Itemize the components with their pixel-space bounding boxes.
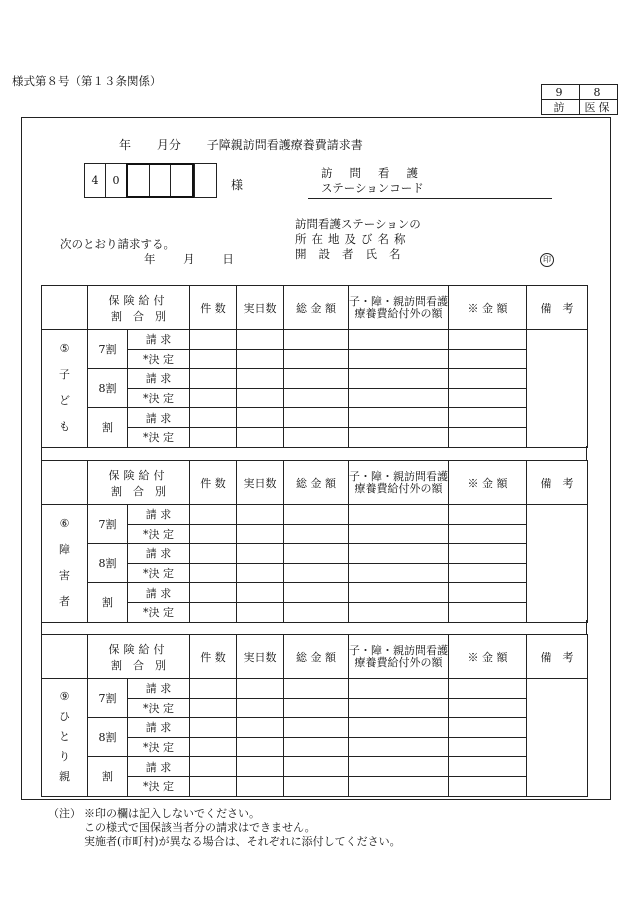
other-amount-input[interactable] [349, 388, 449, 408]
amount-input[interactable] [449, 330, 527, 350]
count-input[interactable] [190, 369, 237, 389]
claim-row-label: 請 求 [128, 718, 190, 738]
days-input[interactable] [237, 544, 284, 564]
title-month: 月分 [156, 138, 181, 152]
station-code-field[interactable] [308, 198, 552, 199]
days-input[interactable] [237, 698, 284, 718]
section-label [42, 505, 88, 623]
header-blank [42, 286, 88, 330]
other-amount-input[interactable] [349, 563, 449, 583]
decision-row-label: *決 定 [128, 524, 190, 544]
ratio-label: 8割 [88, 544, 128, 583]
header-category [88, 286, 190, 330]
section-label-char: り [59, 750, 70, 764]
header-count: 件 数 [190, 286, 237, 330]
header-remarks: 備 考 [527, 461, 588, 505]
amount-input[interactable] [449, 427, 527, 447]
code-box-cell: 訪 [542, 100, 580, 115]
header-other-line: 子・障・親訪問看護 [349, 294, 448, 308]
section-label-char: 害 [59, 569, 70, 583]
days-input[interactable] [237, 349, 284, 369]
section-mark: ⑤ [59, 342, 70, 356]
header-category [88, 635, 190, 679]
count-input[interactable] [190, 330, 237, 350]
total-input[interactable] [284, 330, 349, 350]
section-label-char: も [59, 420, 70, 434]
notes-label: （注） [48, 807, 81, 820]
other-amount-input[interactable] [349, 427, 449, 447]
amount-input[interactable] [449, 369, 527, 389]
header-amount: ※ 金 額 [449, 286, 527, 330]
date-month: 月 [183, 252, 195, 266]
ratio-label: 8割 [88, 369, 128, 408]
total-input[interactable] [284, 583, 349, 603]
decision-row-label: *決 定 [128, 737, 190, 757]
amount-input[interactable] [449, 583, 527, 603]
ratio-label: 割 [88, 757, 128, 796]
days-input[interactable] [237, 563, 284, 583]
header-category [88, 461, 190, 505]
decision-row-label: *決 定 [128, 563, 190, 583]
days-input[interactable] [237, 408, 284, 428]
section-label-char: 障 [59, 543, 70, 557]
days-input[interactable] [237, 330, 284, 350]
claim-row-label: 請 求 [128, 679, 190, 699]
ratio-label: 7割 [88, 330, 128, 369]
days-input[interactable] [237, 718, 284, 738]
claim-table [41, 634, 588, 797]
amount-input[interactable] [449, 563, 527, 583]
other-amount-input[interactable] [349, 757, 449, 777]
ratio-label: 割 [88, 408, 128, 447]
amount-input[interactable] [449, 737, 527, 757]
section-mark: ⑥ [59, 517, 70, 531]
total-input[interactable] [284, 757, 349, 777]
header-remarks: 備 考 [527, 286, 588, 330]
total-input[interactable] [284, 679, 349, 699]
other-amount-input[interactable] [349, 408, 449, 428]
header-days: 実日数 [237, 635, 284, 679]
header-other [349, 635, 449, 679]
total-input[interactable] [284, 776, 349, 796]
count-input[interactable] [190, 505, 237, 525]
total-input[interactable] [284, 427, 349, 447]
other-amount-input[interactable] [349, 524, 449, 544]
section-label-char: ど [59, 394, 70, 408]
total-input[interactable] [284, 388, 349, 408]
claim-table [41, 460, 588, 623]
address-label-line: 訪問看護ステーションの [295, 217, 421, 231]
days-input[interactable] [237, 679, 284, 699]
request-date [144, 251, 234, 267]
other-amount-input[interactable] [349, 544, 449, 564]
total-input[interactable] [284, 718, 349, 738]
section-label [42, 330, 88, 448]
count-input[interactable] [190, 427, 237, 447]
header-total: 総 金 額 [284, 286, 349, 330]
address-label-line: 所在地及び名称 [295, 232, 411, 246]
claim-row-label: 請 求 [128, 505, 190, 525]
amount-input[interactable] [449, 698, 527, 718]
insurer-digit: 4 [85, 164, 106, 197]
other-amount-input[interactable] [349, 718, 449, 738]
ratio-label: 7割 [88, 505, 128, 544]
total-input[interactable] [284, 408, 349, 428]
count-input[interactable] [190, 563, 237, 583]
other-amount-input[interactable] [349, 679, 449, 699]
header-category-line: 保険給付 [108, 468, 169, 482]
count-input[interactable] [190, 349, 237, 369]
title-name: 子障親訪問看護療養費請求書 [206, 138, 363, 152]
header-blank [42, 635, 88, 679]
note-line: この様式で国保該当者分の請求はできません。 [84, 821, 316, 834]
amount-input[interactable] [449, 524, 527, 544]
station-address-labels [295, 217, 421, 262]
claim-row-label: 請 求 [128, 408, 190, 428]
header-days: 実日数 [237, 286, 284, 330]
request-text: 次のとおり請求する。 [60, 237, 175, 251]
other-amount-input[interactable] [349, 698, 449, 718]
amount-input[interactable] [449, 544, 527, 564]
remarks-input[interactable] [527, 330, 588, 448]
days-input[interactable] [237, 388, 284, 408]
ratio-label: 7割 [88, 679, 128, 718]
header-other-line: 療養費給付外の額 [354, 306, 443, 320]
header-count: 件 数 [190, 635, 237, 679]
section-mark: ⑨ [59, 690, 70, 704]
decision-row-label: *決 定 [128, 349, 190, 369]
header-days: 実日数 [237, 461, 284, 505]
header-count: 件 数 [190, 461, 237, 505]
code-box [541, 84, 618, 115]
count-input[interactable] [190, 583, 237, 603]
claim-table [41, 285, 588, 448]
amount-input[interactable] [449, 776, 527, 796]
total-input[interactable] [284, 737, 349, 757]
count-input[interactable] [190, 718, 237, 738]
other-amount-input[interactable] [349, 583, 449, 603]
other-amount-input[interactable] [349, 737, 449, 757]
header-total: 総 金 額 [284, 635, 349, 679]
insurer-digit: 0 [106, 164, 127, 197]
ratio-label: 割 [88, 583, 128, 622]
days-input[interactable] [237, 583, 284, 603]
insurer-number-input[interactable] [126, 163, 194, 198]
section-separator [41, 446, 587, 460]
form-number: 様式第８号（第１３条関係） [12, 74, 162, 88]
amount-input[interactable] [449, 718, 527, 738]
document-title [119, 136, 363, 153]
total-input[interactable] [284, 524, 349, 544]
header-blank [42, 461, 88, 505]
count-input[interactable] [190, 388, 237, 408]
other-amount-input[interactable] [349, 776, 449, 796]
decision-row-label: *決 定 [128, 776, 190, 796]
header-category-line: 保険給付 [108, 293, 169, 307]
decision-row-label: *決 定 [128, 388, 190, 408]
section-label-char: 親 [59, 770, 70, 784]
header-other [349, 461, 449, 505]
count-input[interactable] [190, 757, 237, 777]
station-code-label-line: 訪問看護 [321, 166, 435, 180]
days-input[interactable] [237, 427, 284, 447]
header-other [349, 286, 449, 330]
seal-mark: 印 [540, 253, 554, 267]
amount-input[interactable] [449, 757, 527, 777]
header-other-line: 子・障・親訪問看護 [349, 469, 448, 483]
station-code-label [321, 166, 435, 196]
header-category-line: 保険給付 [108, 642, 169, 656]
code-box-cell: 医保 [580, 100, 618, 115]
section-label-char: と [59, 730, 70, 744]
code-box-cell: 8 [580, 85, 618, 100]
claim-row-label: 請 求 [128, 757, 190, 777]
remarks-input[interactable] [527, 679, 588, 797]
count-input[interactable] [190, 679, 237, 699]
date-day: 日 [222, 252, 234, 266]
section-label-char: ひ [59, 710, 70, 724]
ratio-label: 8割 [88, 718, 128, 757]
days-input[interactable] [237, 369, 284, 389]
remarks-input[interactable] [527, 505, 588, 623]
total-input[interactable] [284, 369, 349, 389]
days-input[interactable] [237, 776, 284, 796]
header-category-line: 割 合 別 [111, 484, 166, 498]
claim-row-label: 請 求 [128, 369, 190, 389]
total-input[interactable] [284, 544, 349, 564]
days-input[interactable] [237, 757, 284, 777]
decision-row-label: *決 定 [128, 427, 190, 447]
other-amount-input[interactable] [349, 330, 449, 350]
header-remarks: 備 考 [527, 635, 588, 679]
amount-input[interactable] [449, 349, 527, 369]
claim-row-label: 請 求 [128, 544, 190, 564]
claim-row-label: 請 求 [128, 583, 190, 603]
header-total: 総 金 額 [284, 461, 349, 505]
decision-row-label: *決 定 [128, 698, 190, 718]
total-input[interactable] [284, 505, 349, 525]
station-code-label-line: ステーションコード [321, 181, 424, 195]
section-label-char: 子 [59, 368, 70, 382]
days-input[interactable] [237, 505, 284, 525]
amount-input[interactable] [449, 388, 527, 408]
total-input[interactable] [284, 698, 349, 718]
header-category-line: 割 合 別 [111, 658, 166, 672]
decision-row-label: *決 定 [128, 602, 190, 622]
total-input[interactable] [284, 563, 349, 583]
date-year: 年 [144, 252, 156, 266]
section-label [42, 679, 88, 797]
count-input[interactable] [190, 544, 237, 564]
count-input[interactable] [190, 524, 237, 544]
honorific: 様 [231, 178, 244, 192]
header-other-line: 療養費給付外の額 [354, 655, 443, 669]
days-input[interactable] [237, 524, 284, 544]
count-input[interactable] [190, 698, 237, 718]
section-label-char: 者 [59, 595, 70, 609]
other-amount-input[interactable] [349, 505, 449, 525]
count-input[interactable] [190, 408, 237, 428]
section-separator [41, 620, 587, 634]
header-other-line: 子・障・親訪問看護 [349, 643, 448, 657]
amount-input[interactable] [449, 505, 527, 525]
amount-input[interactable] [449, 408, 527, 428]
code-box-cell: 9 [542, 85, 580, 100]
count-input[interactable] [190, 776, 237, 796]
note-line: ※印の欄は記入しないでください。 [84, 807, 260, 820]
days-input[interactable] [237, 737, 284, 757]
header-amount: ※ 金 額 [449, 461, 527, 505]
header-amount: ※ 金 額 [449, 635, 527, 679]
header-category-line: 割 合 別 [111, 309, 166, 323]
address-label-line: 開設者氏名 [295, 247, 413, 261]
count-input[interactable] [190, 737, 237, 757]
header-other-line: 療養費給付外の額 [354, 481, 443, 495]
other-amount-input[interactable] [349, 369, 449, 389]
amount-input[interactable] [449, 679, 527, 699]
total-input[interactable] [284, 349, 349, 369]
other-amount-input[interactable] [349, 349, 449, 369]
claim-row-label: 請 求 [128, 330, 190, 350]
title-year: 年 [119, 138, 132, 152]
note-line: 実施者(市町村)が異なる場合は、それぞれに添付してください。 [84, 835, 401, 848]
